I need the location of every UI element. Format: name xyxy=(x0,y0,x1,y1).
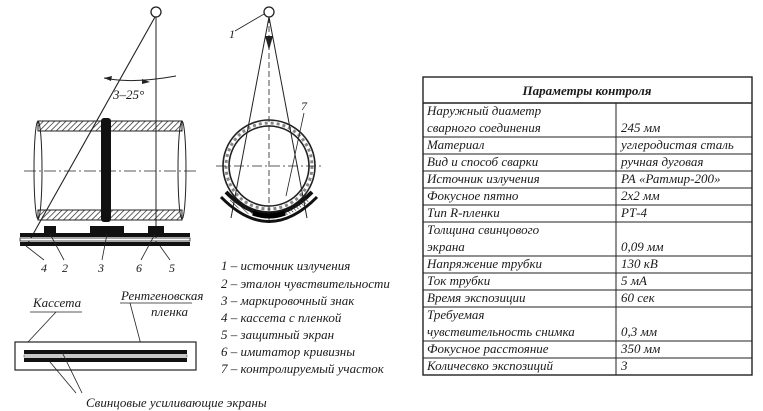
legend-item-6: 6 – имитатор кривизны xyxy=(221,344,356,359)
table-param: Толщина свинцового xyxy=(427,222,540,237)
xray-film xyxy=(24,355,187,357)
lead-screens-label: Свинцовые усиливающие экраны xyxy=(86,395,267,410)
table-value: 2x2 мм xyxy=(621,188,660,203)
weld-seam xyxy=(101,118,111,222)
table-param: Источник излучения xyxy=(427,171,540,186)
table-value: углеродистая сталь xyxy=(621,137,734,152)
source-point xyxy=(151,7,161,17)
table-param: Фокусное расстояние xyxy=(427,341,549,356)
pipe-end-left xyxy=(34,121,42,219)
legend-item-2: 2 – эталон чувствительности xyxy=(221,276,390,291)
curvature-imitator xyxy=(148,226,164,233)
table-value: ручная дуговая xyxy=(621,154,704,169)
table-value: 245 мм xyxy=(621,120,661,135)
angle-label: 3–25° xyxy=(113,87,145,102)
film-label-line1: Рентгеновская xyxy=(121,288,204,303)
table-value: 0,3 мм xyxy=(621,324,658,339)
legend-item-5: 5 – защитный экран xyxy=(221,327,335,342)
table-param: Вид и способ сварки xyxy=(427,154,539,169)
table-value: 350 мм xyxy=(621,341,661,356)
cassette-label: Кассета xyxy=(33,295,82,310)
legend-item-3: 3 – маркировочный знак xyxy=(221,293,355,308)
marking-sign xyxy=(90,226,124,233)
film-label-line2: пленка xyxy=(151,304,188,319)
table-value: РТ-4 xyxy=(621,205,647,220)
table-param: сварного соединения xyxy=(427,120,541,135)
table-value: 3 xyxy=(621,358,628,373)
number-6: 6 xyxy=(136,261,142,275)
table-param: Ток трубки xyxy=(427,273,491,288)
table-param: Фокусное пятно xyxy=(427,188,519,203)
source-point-2 xyxy=(264,7,274,17)
table-value: 130 кВ xyxy=(621,256,658,271)
table-param: экрана xyxy=(427,239,465,254)
cross-section-scheme xyxy=(216,7,322,222)
legend-item-7: 7 – контролируемый участок xyxy=(221,361,384,376)
arc-arrow-left xyxy=(104,76,112,81)
table-value: 5 мА xyxy=(621,273,647,288)
number-5: 5 xyxy=(169,261,175,275)
table-param: Тип R-пленки xyxy=(427,205,500,220)
pipe-end-right xyxy=(178,121,186,219)
table-param: Время экспозиции xyxy=(427,290,526,305)
sensitivity-standard xyxy=(44,226,56,233)
table-title: Параметры контроля xyxy=(522,83,652,98)
cassette-film xyxy=(20,238,190,241)
number-2: 2 xyxy=(62,261,68,275)
legend-item-1: 1 – источник излучения xyxy=(221,258,351,273)
table-row xyxy=(427,341,660,356)
number-3: 3 xyxy=(98,261,104,275)
beam-arrow xyxy=(265,36,273,50)
zone-number: 7 xyxy=(301,99,307,113)
lead-screen-bottom xyxy=(24,358,187,362)
table-param: Требуемая xyxy=(427,307,485,322)
table-value: РА «Ратмир-200» xyxy=(621,171,721,186)
table-value: 60 сек xyxy=(621,290,655,305)
longitudinal-scheme xyxy=(20,7,196,275)
cassette-strip-top xyxy=(20,233,190,237)
table-value: 0,09 мм xyxy=(621,239,664,254)
lead-screen-top xyxy=(24,350,187,354)
legend-item-4: 4 – кассета с пленкой xyxy=(221,310,342,325)
table-param: Напряжение трубки xyxy=(427,256,543,271)
legend xyxy=(220,258,390,376)
table-param: Наружный диаметр xyxy=(427,103,542,118)
table-param: чувствительность снимка xyxy=(427,324,575,339)
parameters-table xyxy=(423,77,752,375)
table-param: Материал xyxy=(427,137,485,152)
source-number: 1 xyxy=(229,27,235,41)
table-row xyxy=(426,256,658,271)
angle-arc xyxy=(104,76,176,81)
table-param: Количесвко экспозиций xyxy=(427,358,554,373)
number-4: 4 xyxy=(41,261,47,275)
